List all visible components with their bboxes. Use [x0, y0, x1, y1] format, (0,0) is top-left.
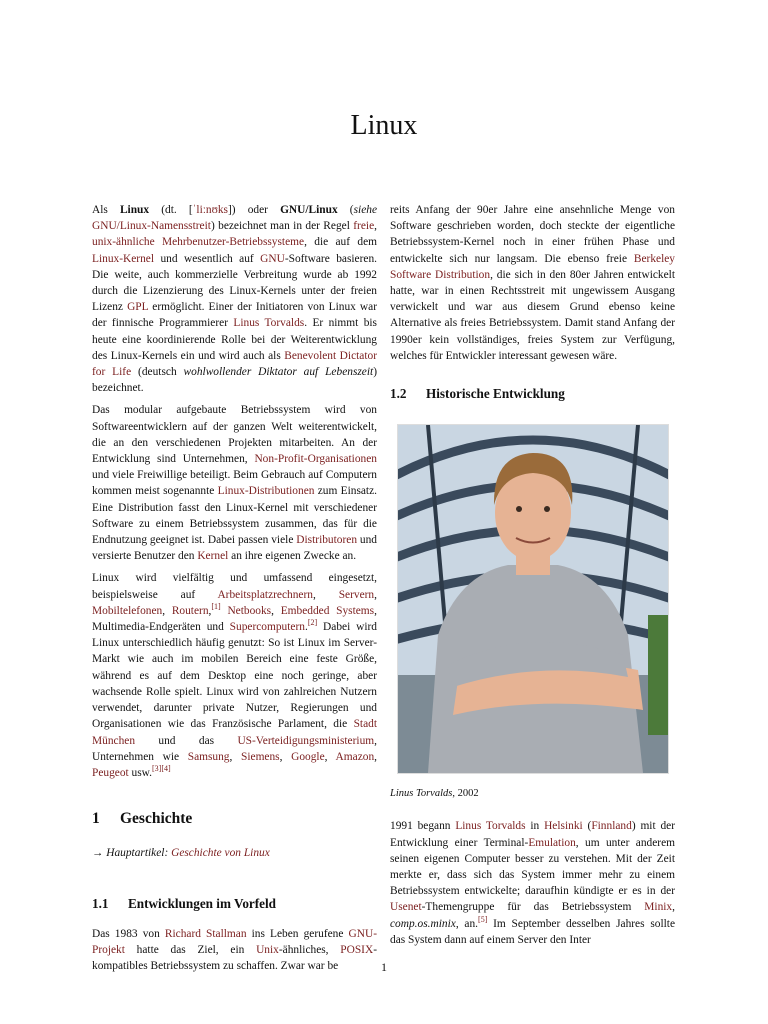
- section-number: 1: [92, 810, 100, 828]
- link[interactable]: Embedded Systems: [280, 604, 375, 617]
- text-run: hatte das Ziel, ein: [124, 943, 257, 956]
- intro-paragraph-2: [92, 402, 377, 564]
- text-run: ,: [229, 750, 242, 763]
- link[interactable]: Benevolent Dictator for Life: [92, 349, 377, 379]
- text-run: und viele Freiwillige beteiligt. Beim Gebrauch auf Computern kommen meist sogenannte: [92, 469, 377, 498]
- link[interactable]: Geschichte von Linux: [171, 847, 270, 860]
- text-run: , die sich in den 80er Jahren entwickelt hatte, war in einen Rechtsstreit mit ungewissem Ausgang verwickelt und war aus diesem Grund ebenso keine Alternative als freies Betriebssystem. Damit stand Anfang der 1990er kein vollständiges, freies System zur Verfügung, welches für Entwickler interessant gewesen wäre.: [390, 268, 676, 362]
- intro-paragraph-1: [92, 202, 377, 396]
- link[interactable]: GNU: [260, 252, 285, 265]
- text-run: → Hauptartikel:: [92, 847, 172, 860]
- link[interactable]: Linus Torvalds: [233, 317, 305, 330]
- text-run: usw.: [128, 766, 153, 779]
- text-run: (deutsch: [131, 366, 184, 379]
- link[interactable]: Linus Torvalds: [455, 820, 526, 833]
- text-run: , die auf dem: [304, 236, 377, 249]
- text-run: comp.os.minix: [390, 917, 456, 930]
- text-run: ,: [374, 750, 377, 763]
- link[interactable]: GNU/Linux-Namensstreit: [92, 220, 211, 233]
- text-run: (dt. [: [149, 204, 193, 216]
- text-run: ) bezeichnet man in der Regel: [210, 220, 354, 233]
- link[interactable]: Kernel: [197, 550, 229, 563]
- text-run: (: [582, 820, 592, 833]
- vorfeld-paragraph-continued: [390, 202, 675, 364]
- text-run: [155, 236, 162, 248]
- text-run: Dabei wird Linux unterschiedlich häufig genutzt: So ist Linux im Server-Markt wie auch im mobilen Bereich eine feste Größe, während es auf dem Desktop eine noch geringe, aber wachsende Rolle spielt. Linux wird von zahlreichen Nutzern verwendet, darunter private Nutzer, Regierungen und Organisationen wie das Französische Parlament, die: [92, 621, 377, 731]
- caption-year: , 2002: [452, 788, 479, 800]
- link[interactable]: Linux-Distributionen: [217, 485, 315, 498]
- left-column: [92, 202, 377, 980]
- link[interactable]: Berkeley Software Distribution: [390, 252, 675, 281]
- link[interactable]: Peugeot: [92, 766, 129, 779]
- text-run: ,: [374, 220, 377, 233]
- text-run: ) bezeichnet.: [92, 366, 377, 395]
- text-run: und das: [135, 734, 238, 747]
- link[interactable]: POSIX: [340, 943, 374, 956]
- text-run: ,: [374, 588, 377, 601]
- text-run: Linux wird vielfältig und umfassend eingesetzt, beispielsweise auf: [92, 572, 377, 601]
- subsection-title: Historische Entwicklung: [426, 386, 565, 402]
- text-run: , an.: [455, 917, 479, 930]
- intro-paragraph-3: [92, 570, 377, 781]
- link[interactable]: Helsinki: [544, 820, 583, 833]
- right-column: [390, 202, 675, 954]
- text-run: , Multimedia-Endgeräten und: [92, 604, 377, 634]
- text-run: Das modular aufgebaute Betriebssystem wird von Softwareentwicklern auf der ganzen Welt weiterentwickelt, die an den verschiedenen Projekten mitarbeiten. An der Entwicklung sind Unternehmen,: [92, 404, 377, 466]
- link[interactable]: Siemens: [241, 750, 280, 763]
- link[interactable]: Stadt München: [92, 718, 377, 747]
- link[interactable]: freie: [353, 220, 375, 233]
- text-run: Linux: [119, 204, 150, 216]
- text-run: in: [525, 820, 545, 833]
- text-run: ,: [208, 604, 212, 617]
- footnote-ref[interactable]: [3][4]: [152, 764, 171, 774]
- link[interactable]: Usenet: [390, 901, 422, 914]
- link[interactable]: Samsung: [187, 750, 230, 763]
- photo-caption: [390, 786, 675, 802]
- text-run: ,: [162, 604, 172, 617]
- text-run: (: [337, 204, 354, 216]
- text-run: siehe: [353, 204, 377, 216]
- link[interactable]: GNU-Projekt: [92, 927, 377, 956]
- text-run: zum Einsatz. Eine Distribution fasst den Linux-Kernel mit verschiedener Software zu einem Betriebssystem zusammen, das für die Endnutzung geeignet ist. Dabei passen viele: [92, 485, 378, 547]
- link[interactable]: US-Verteidigungsministerium: [237, 734, 375, 747]
- link[interactable]: Finnland: [591, 820, 632, 833]
- section-heading-geschichte: [92, 811, 377, 827]
- text-run: und wesentlich auf: [154, 252, 261, 265]
- text-run: ,: [324, 750, 336, 763]
- text-run: an ihre eigenen Zwecke an.: [228, 550, 357, 563]
- link[interactable]: Servern: [338, 588, 375, 601]
- link[interactable]: Emulation: [528, 836, 576, 849]
- main-article-hint: [92, 845, 377, 861]
- subsection-title: Entwicklungen im Vorfeld: [128, 895, 277, 911]
- text-run: ]) oder: [228, 204, 281, 216]
- link[interactable]: ˈliːnʊks: [192, 204, 228, 216]
- text-run: ) mit der Entwicklung einer Terminal-: [390, 820, 675, 849]
- link[interactable]: Google: [291, 750, 325, 763]
- link[interactable]: Supercomputern: [229, 621, 305, 634]
- subsection-heading-vorfeld: [92, 896, 377, 912]
- subsection-heading-historisch: [390, 386, 675, 402]
- text-run: wohlwollender Diktator auf Lebenszeit: [183, 366, 374, 379]
- text-run: -Software basieren. Die weite, auch kommerzielle Verbreitung wurde ab 1992 durch die Lizenzierung des Linux-Kernels unter der freien Lizenz: [92, 252, 378, 314]
- link[interactable]: unix-ähnliche: [92, 236, 155, 249]
- text-run: ,: [672, 901, 675, 914]
- link[interactable]: Mehrbenutzer-Betriebssysteme: [161, 236, 305, 249]
- page-number: 1: [381, 960, 387, 974]
- link[interactable]: Arbeitsplatzrechnern: [217, 588, 313, 601]
- link[interactable]: Amazon: [335, 750, 375, 763]
- link[interactable]: Richard Stallman: [164, 927, 247, 940]
- text-run: . Er nimmt bis heute eine koordinierende Rolle bei der Weiterentwicklung des Linux-Kernels ein und wird auch als: [92, 317, 377, 362]
- link[interactable]: Non-Profit-Organisationen: [254, 453, 377, 466]
- caption-name: Linus Torvalds: [390, 788, 453, 800]
- footnote-ref[interactable]: [2]: [307, 618, 318, 628]
- link[interactable]: Routern: [171, 604, 209, 617]
- link[interactable]: Distributoren: [296, 534, 358, 547]
- footnote-ref[interactable]: [5]: [478, 914, 488, 924]
- text-run: ,: [312, 588, 339, 601]
- text-run: , Unternehmen wie: [92, 734, 377, 763]
- text-run: Als: [92, 204, 120, 216]
- text-run: -kompatibles Betriebssystem zu schaffen. Zwar war be: [92, 943, 377, 973]
- linus-torvalds-photo: [397, 424, 669, 774]
- text-run: .: [304, 621, 308, 634]
- link[interactable]: Minix: [644, 901, 673, 914]
- page-title: Linux: [350, 110, 418, 141]
- subsection-number: 1.1: [92, 895, 109, 911]
- text-run: Das 1983 von: [92, 927, 165, 940]
- text-run: und versierte Benutzer den: [92, 534, 378, 563]
- section-title: Geschichte: [120, 810, 193, 828]
- historisch-paragraph: [390, 818, 675, 948]
- text-run: -Themengruppe für das Betriebssystem: [421, 901, 645, 914]
- text-run: Im September desselben Jahres sollte das System dann auf einem Server den Inter: [390, 917, 675, 946]
- text-run: GNU/Linux: [280, 204, 338, 216]
- text-run: , um unter anderem seinen eigenen Computer besser zu verstehen. Mit der Zeit merkte er, dass sich das System immer mehr zu einem Betriebssystem entwickelte; daraufhin kündigte er es in der: [390, 836, 675, 898]
- link[interactable]: Mobiltelefonen: [92, 604, 163, 617]
- link[interactable]: GPL: [127, 301, 149, 314]
- text-run: ermöglicht. Einer der Initiatoren von Linux war der finnische Programmierer: [92, 301, 377, 330]
- link[interactable]: Unix: [256, 943, 279, 956]
- text-run: -ähnliches,: [278, 943, 341, 956]
- subsection-number: 1.2: [390, 386, 407, 402]
- link[interactable]: Linux-Kernel: [92, 252, 154, 265]
- link[interactable]: Netbooks: [227, 604, 272, 617]
- text-run: ,: [271, 604, 281, 617]
- text-run: ,: [279, 750, 292, 763]
- footnote-ref[interactable]: [1]: [211, 602, 221, 612]
- text-run: reits Anfang der 90er Jahre eine ansehnliche Menge von Software geschrieben worden, doch steckte der eigentliche Betriebssystem-Kernel noch in einer frühen Phase und entwickelte sich nur langsam. Die ebenso freie: [390, 204, 675, 265]
- text-run: ins Leben gerufene: [246, 927, 349, 940]
- text-run: 1991 begann: [390, 820, 456, 833]
